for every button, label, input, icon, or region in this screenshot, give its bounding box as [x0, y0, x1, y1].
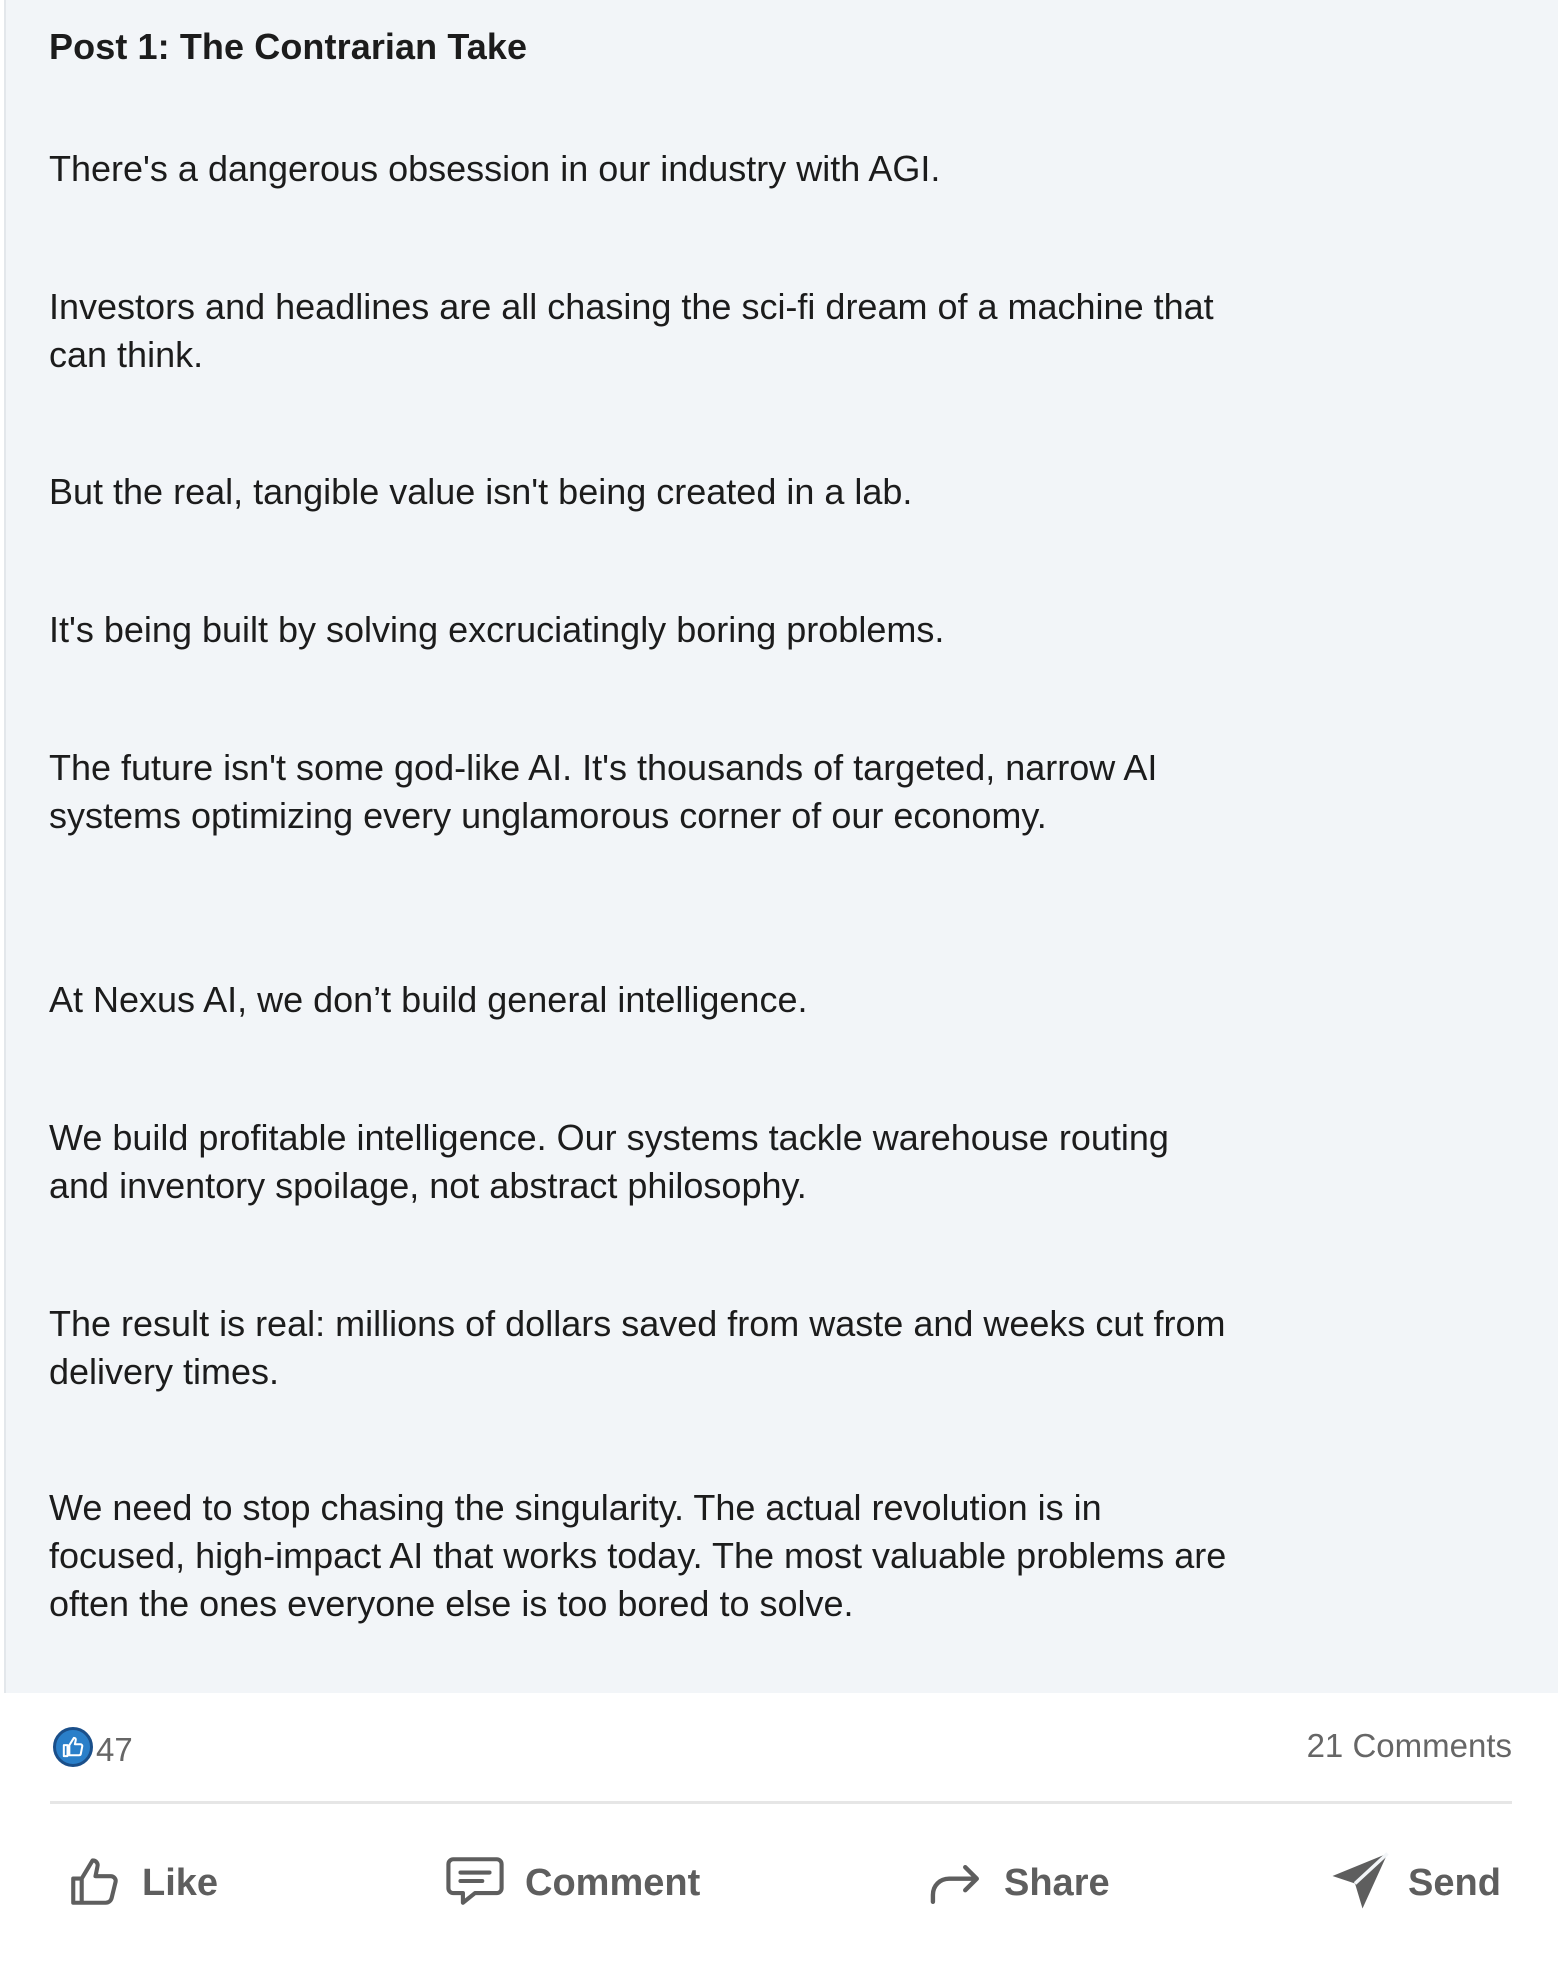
post-paragraph: At Nexus AI, we don’t build general intelligence. — [49, 979, 808, 1020]
post-paragraph: We need to stop chasing the singularity. The actual revolution is in focused, high-impact AI that works today. The most valuable problems are often the ones everyone else is too bored to solve. — [49, 1487, 1227, 1624]
post-title: Post 1: The Contrarian Take — [49, 26, 528, 67]
post-paragraph: But the real, tangible value isn't being created in a lab. — [49, 471, 913, 512]
comment-label: Comment — [525, 1861, 701, 1904]
post-paragraph: Investors and headlines are all chasing the sci-fi dream of a machine that can think. — [49, 286, 1214, 375]
send-button[interactable] — [1330, 1848, 1501, 1918]
divider — [50, 1801, 1512, 1804]
post-paragraph: The future isn't some god-like AI. It's thousands of targeted, narrow AI systems optimizing every unglamorous corner of our economy. — [49, 747, 1158, 836]
post-paragraph: The result is real: millions of dollars saved from waste and weeks cut from delivery times. — [49, 1303, 1226, 1392]
comment-bubble-icon — [443, 1852, 507, 1915]
paper-plane-icon — [1330, 1851, 1390, 1916]
share-label: Share — [1004, 1861, 1110, 1904]
post-paragraph: We build profitable intelligence. Our systems tackle warehouse routing and inventory spoilage, not abstract philosophy. — [49, 1117, 1169, 1206]
post-body — [4, 0, 1558, 1693]
send-label: Send — [1408, 1861, 1501, 1904]
like-button[interactable] — [66, 1848, 218, 1918]
thumbs-up-outline-icon — [66, 1852, 124, 1915]
post-paragraph: There's a dangerous obsession in our industry with AGI. — [49, 148, 941, 189]
post-paragraph: It's being built by solving excruciatingly boring problems. — [49, 609, 945, 650]
reaction-count[interactable]: 47 — [96, 1731, 133, 1768]
like-label: Like — [142, 1861, 219, 1904]
share-button[interactable] — [926, 1848, 1110, 1918]
share-arrow-icon — [926, 1853, 986, 1914]
comments-count[interactable]: 21 Comments — [1306, 1727, 1512, 1764]
social-counts — [50, 1725, 1512, 1775]
comment-button[interactable] — [443, 1848, 700, 1918]
thumbs-up-icon[interactable] — [53, 1727, 93, 1767]
